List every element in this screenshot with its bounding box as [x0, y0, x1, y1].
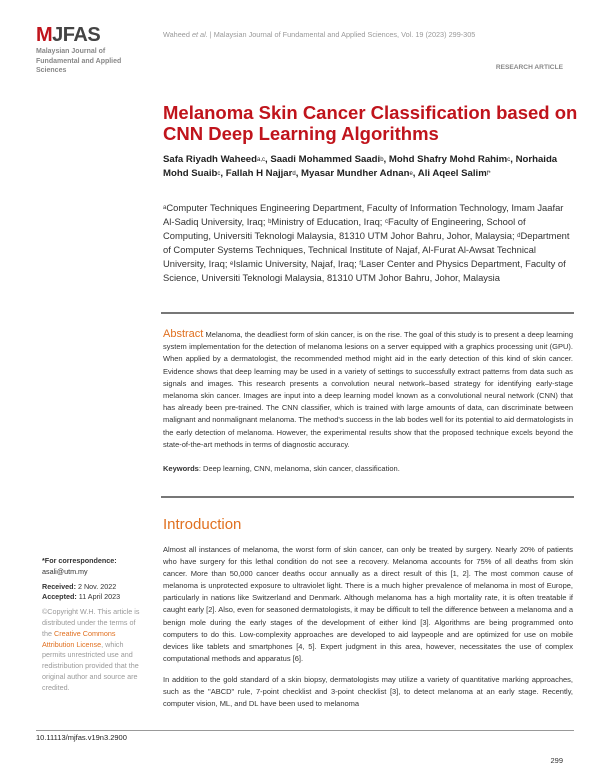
affiliation-sup: e [230, 261, 234, 267]
divider [161, 496, 574, 498]
copyright-text-end: , which permits unrestricted use and redistribution provided that the original author and source are credited. [42, 639, 139, 692]
accepted-value: 11 April 2023 [76, 592, 121, 602]
keywords-label: Keywords [163, 464, 199, 473]
running-journal: | Malaysian Journal of Fundamental and Applied Sciences, Vol. 19 (2023) 299-305 [207, 30, 476, 39]
journal-full-name: Malaysian Journal of Fundamental and Applied Sciences [36, 48, 122, 74]
journal-logo [36, 24, 100, 47]
article-info-sidebar [42, 556, 142, 694]
correspondence-email[interactable]: asali@utm.my [42, 566, 88, 576]
abstract-text: Melanoma, the deadliest form of skin cancer, is on the rise. The goal of this study is to present a deep learning system implementation for the detection of melanoma lesions on a server equipped with a graphics processing unit (GPU). When applied by a dermatologist, the recommended method might aid in the early detection of this kind of skin cancer. Evidence shows that deep learning may be used in a variety of settings to successfully extract patterns from data such as signals and images. This research presents a convolution neural network–based strategy for identifying early-stage melanoma skin cancer. Images are input into a deep learning model known as a convolutional neural network (CNN) that has already been pre-trained. The CNN classifier, which is trained with large amounts of data, can discriminate between malignant and nonmalignant melanoma. The method's success in the lab bodes well for its potential to aid dermatologists in the early detection of melanoma. However, the experimental results show that the proposed technique excels beyond the state-of-the-art methods in terms of diagnostic accuracy. [163, 330, 573, 449]
affiliation: Department of Computer Systems Techniques, Technical Institute of Najaf, Al-Furat Al-Awsat Technical University, Iraq; [163, 230, 570, 269]
running-author: Waheed [163, 30, 192, 39]
author: Fallah H Najjar [225, 168, 293, 179]
article-type: RESEARCH ARTICLE [495, 64, 563, 71]
section-heading-introduction: Introduction [163, 516, 242, 533]
affiliation-sup: b [268, 219, 272, 225]
affiliation: Ministry of Education, Iraq; [271, 216, 386, 227]
affiliation-sup: c [385, 219, 389, 225]
copyright-text: ©Copyright W.H. This article is distributed under the terms of the [42, 607, 140, 638]
author: Norhaida Mohd Suaib [163, 154, 558, 179]
author: Saadi Mohammed Saadi [270, 154, 381, 165]
correspondence-label: *For correspondence: [42, 556, 117, 565]
affiliation: Islamic University, Najaf, Iraq; [233, 258, 360, 269]
keywords-text: : Deep learning, CNN, melanoma, skin cancer, classification. [198, 464, 400, 473]
intro-paragraph-2: In addition to the gold standard of a skin biopsy, dermatologists may utilize a variety of quantitative marking approaches, such as the "ABCD" rule, 7-point checklist and 3-point checklist [3], to detect melanoma at an early stage. Recently, computer vision, ML, and DL have been used to melanoma [163, 675, 573, 709]
author-sup: a,c [257, 157, 266, 163]
copyright-notice [42, 607, 142, 693]
affiliation: Computer Techniques Engineering Department, Faculty of Information Technology, Imam Jaafar Al-Sadiq University, Iraq; [163, 202, 564, 227]
affiliations [163, 201, 575, 285]
received-date [42, 582, 142, 593]
keywords [163, 464, 400, 473]
affiliation-sup: f [359, 261, 361, 267]
affiliation-sup: d [517, 233, 521, 239]
affiliation: Faculty of Engineering, School of Computing, Universiti Teknologi Malaysia, 81310 UTM Johor Bahru, Johor, Malaysia; [163, 216, 526, 241]
intro-paragraph-1: Almost all instances of melanoma, the worst form of skin cancer, can only be treated by surgery. Nearly 20% of patients who have surgery for this lethal condition do not see a recovery. Melanoma accounts for 75% of all deaths from skin cancer. More than 50,000 cancer deaths occur annually as a direct result of this [1, 2]. The most common cause of melanoma is unprotected exposure to ultraviolet light. There is a much higher prevalence of melanoma in most of Europe, particularly in nations like Switzerland and Denmark. Although melanoma has a high mortality rate, it is often treatable if caught early [2]. Also, even for seasoned dermatologists, it may be difficult to tell the difference between a melanoma and a benign mole during the early stages of the development of either kind [3]. Algorithms are being programmed onto computers to do this. Low-complexity approaches are developed to aid laypeople and are optimized for use on mobile devices like tablets and smartphones [4, 5]. Expert judgment in this area, however, necessitates the use of complex computational methods and apparatus [6]. [163, 545, 573, 663]
abstract-label: Abstract [163, 328, 204, 340]
received-value: 2 Nov. 2022 [75, 581, 117, 591]
affiliation-sup: a [163, 205, 167, 211]
footer-rule [36, 730, 574, 731]
running-header [163, 30, 475, 39]
doi[interactable]: 10.11113/mjfas.v19n3.2900 [36, 733, 127, 742]
author-sup: b [380, 157, 384, 163]
accepted-date [42, 592, 142, 603]
running-etal: et al. [191, 30, 208, 39]
author-sup: f* [486, 171, 491, 177]
author: Mohd Shafry Mohd Rahim [388, 154, 508, 165]
author: Ali Aqeel Salim [417, 168, 487, 179]
author: Safa Riyadh Waheed [163, 154, 258, 165]
logo-rest: JFAS [52, 24, 101, 46]
accepted-label: Accepted: [42, 592, 77, 602]
received-label: Received: [42, 581, 76, 591]
page-number: 299 [550, 756, 563, 765]
author: Myasar Mundher Adnan [301, 168, 410, 179]
logo-letter: M [36, 24, 53, 46]
abstract [163, 328, 573, 451]
affiliation: Laser Center and Physics Department, Faculty of Science, Universiti Teknologi Malaysia, 81310 UTM Johor Bahru, Johor, Malaysia [163, 258, 566, 283]
author-sup: c [507, 157, 511, 163]
author-sup: e [409, 171, 413, 177]
divider [161, 312, 574, 314]
author-sup: d [292, 171, 296, 177]
author-sup: c [217, 171, 221, 177]
author-list: Safa Riyadh Waheed$^{a,c}$, Saadi Mohammed Saadi$^b$, Mohd Shafry Mohd Rahim$^c$, Norhaida Mohd Suaib$^c$, Fallah H Najjar$^d$, Myasar Mundher Adnan$^e$, Ali Aqeel Salim$^{f*}$ [163, 154, 558, 179]
license-link[interactable]: Creative Commons Attribution License [42, 628, 116, 649]
paper-title: Melanoma Skin Cancer Classification based on CNN Deep Learning Algorithms [163, 102, 578, 144]
